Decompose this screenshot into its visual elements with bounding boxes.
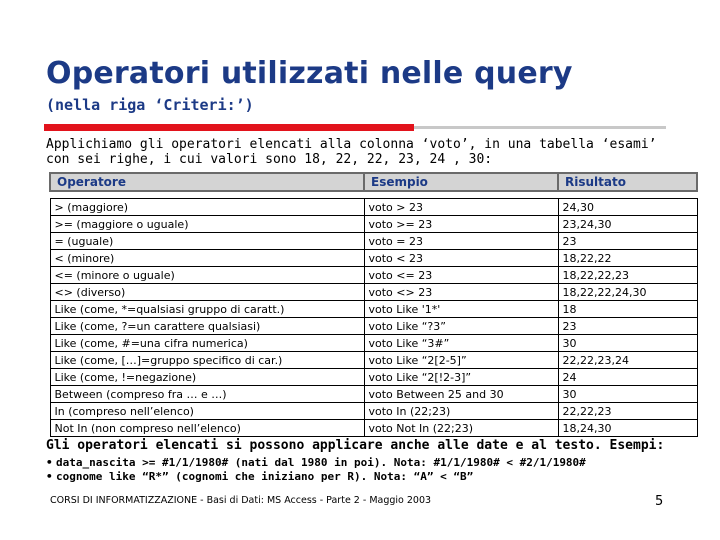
cell-result: 18 bbox=[558, 301, 697, 318]
bullet-text: data_nascita >= #1/1/1980# (nati dal 1980 in poi). Nota: #1/1/1980# < #2/1/1980# bbox=[56, 456, 586, 469]
cell-example: voto Like “3#” bbox=[364, 335, 558, 352]
cell-example: voto Between 25 and 30 bbox=[364, 386, 558, 403]
cell-operator: >= (maggiore o uguale) bbox=[50, 216, 364, 233]
cell-result: 24 bbox=[558, 369, 697, 386]
header-operatore: Operatore bbox=[50, 173, 364, 191]
page-number: 5 bbox=[655, 494, 664, 509]
cell-example: voto Like '1*' bbox=[364, 301, 558, 318]
cell-example: voto <> 23 bbox=[364, 284, 558, 301]
note-text bbox=[46, 438, 664, 453]
cell-example: voto Not In (22;23) bbox=[364, 420, 558, 437]
table-row bbox=[50, 233, 697, 250]
cell-example: voto > 23 bbox=[364, 199, 558, 216]
table-row bbox=[50, 199, 697, 216]
cell-operator: <= (minore o uguale) bbox=[50, 267, 364, 284]
cell-result: 30 bbox=[558, 386, 697, 403]
table-row bbox=[50, 386, 697, 403]
table-row bbox=[50, 369, 697, 386]
cell-operator: Between (compreso fra … e …) bbox=[50, 386, 364, 403]
footer-text: CORSI DI INFORMATIZZAZIONE - Basi di Dati: MS Access - Parte 2 - Maggio 2003 bbox=[50, 495, 432, 506]
cell-operator: Like (come, ?=un carattere qualsiasi) bbox=[50, 318, 364, 335]
intro-text: Applichiamo gli operatori elencati alla colonna ‘voto’, in una tabella ‘esami’ con sei righe, i cui valori sono 18, 22, 22, 23, 24 , 30: bbox=[46, 137, 657, 167]
cell-result: 18,22,22,24,30 bbox=[558, 284, 697, 301]
cell-operator: Not In (non compreso nell’elenco) bbox=[50, 420, 364, 437]
cell-example: voto Like “2[2-5]” bbox=[364, 352, 558, 369]
table-row bbox=[50, 318, 697, 335]
bullet-icon: • bbox=[46, 470, 53, 483]
divider-line bbox=[414, 126, 666, 129]
bullet-icon: • bbox=[46, 456, 53, 469]
cell-operator: Like (come, #=una cifra numerica) bbox=[50, 335, 364, 352]
cell-result: 24,30 bbox=[558, 199, 697, 216]
table-row bbox=[50, 216, 697, 233]
list-item bbox=[46, 456, 586, 470]
cell-example: voto Like “?3” bbox=[364, 318, 558, 335]
examples-list bbox=[46, 456, 586, 484]
table-row bbox=[50, 335, 697, 352]
cell-example: voto = 23 bbox=[364, 233, 558, 250]
slide-title: Operatori utilizzati nelle query bbox=[46, 56, 573, 91]
operators-table bbox=[49, 172, 698, 437]
cell-example: voto Like “2[!2-3]” bbox=[364, 369, 558, 386]
cell-result: 22,22,23 bbox=[558, 403, 697, 420]
bullet-text: cognome like “R*” (cognomi che iniziano per R). Nota: “A” < “B” bbox=[56, 470, 474, 483]
table-header-row bbox=[50, 173, 697, 191]
cell-operator: = (uguale) bbox=[50, 233, 364, 250]
cell-operator: Like (come, […]=gruppo specifico di car.) bbox=[50, 352, 364, 369]
cell-example: voto <= 23 bbox=[364, 267, 558, 284]
cell-example: voto In (22;23) bbox=[364, 403, 558, 420]
cell-result: 23 bbox=[558, 318, 697, 335]
cell-operator: In (compreso nell’elenco) bbox=[50, 403, 364, 420]
header-risultato: Risultato bbox=[558, 173, 697, 191]
cell-result: 18,22,22 bbox=[558, 250, 697, 267]
table-row bbox=[50, 250, 697, 267]
table-row bbox=[50, 284, 697, 301]
cell-result: 30 bbox=[558, 335, 697, 352]
table-row bbox=[50, 403, 697, 420]
table-row bbox=[50, 352, 697, 369]
slide-subtitle: (nella riga ‘Criteri:’) bbox=[46, 96, 254, 114]
table-row bbox=[50, 420, 697, 437]
cell-operator: Like (come, *=qualsiasi gruppo di caratt.) bbox=[50, 301, 364, 318]
cell-result: 18,24,30 bbox=[558, 420, 697, 437]
cell-result: 23,24,30 bbox=[558, 216, 697, 233]
table-row bbox=[50, 301, 697, 318]
cell-example: voto >= 23 bbox=[364, 216, 558, 233]
table-row bbox=[50, 267, 697, 284]
cell-operator: < (minore) bbox=[50, 250, 364, 267]
table-spacer bbox=[50, 191, 697, 199]
note-label: Esempi: bbox=[601, 438, 665, 453]
cell-result: 22,22,23,24 bbox=[558, 352, 697, 369]
cell-operator: Like (come, !=negazione) bbox=[50, 369, 364, 386]
cell-example: voto < 23 bbox=[364, 250, 558, 267]
accent-bar bbox=[44, 124, 414, 131]
cell-operator: > (maggiore) bbox=[50, 199, 364, 216]
cell-operator: <> (diverso) bbox=[50, 284, 364, 301]
cell-result: 23 bbox=[558, 233, 697, 250]
header-esempio: Esempio bbox=[364, 173, 558, 191]
cell-result: 18,22,22,23 bbox=[558, 267, 697, 284]
list-item bbox=[46, 470, 586, 484]
note-main: Gli operatori elencati si possono applicare anche alle date e al testo. bbox=[46, 438, 602, 453]
